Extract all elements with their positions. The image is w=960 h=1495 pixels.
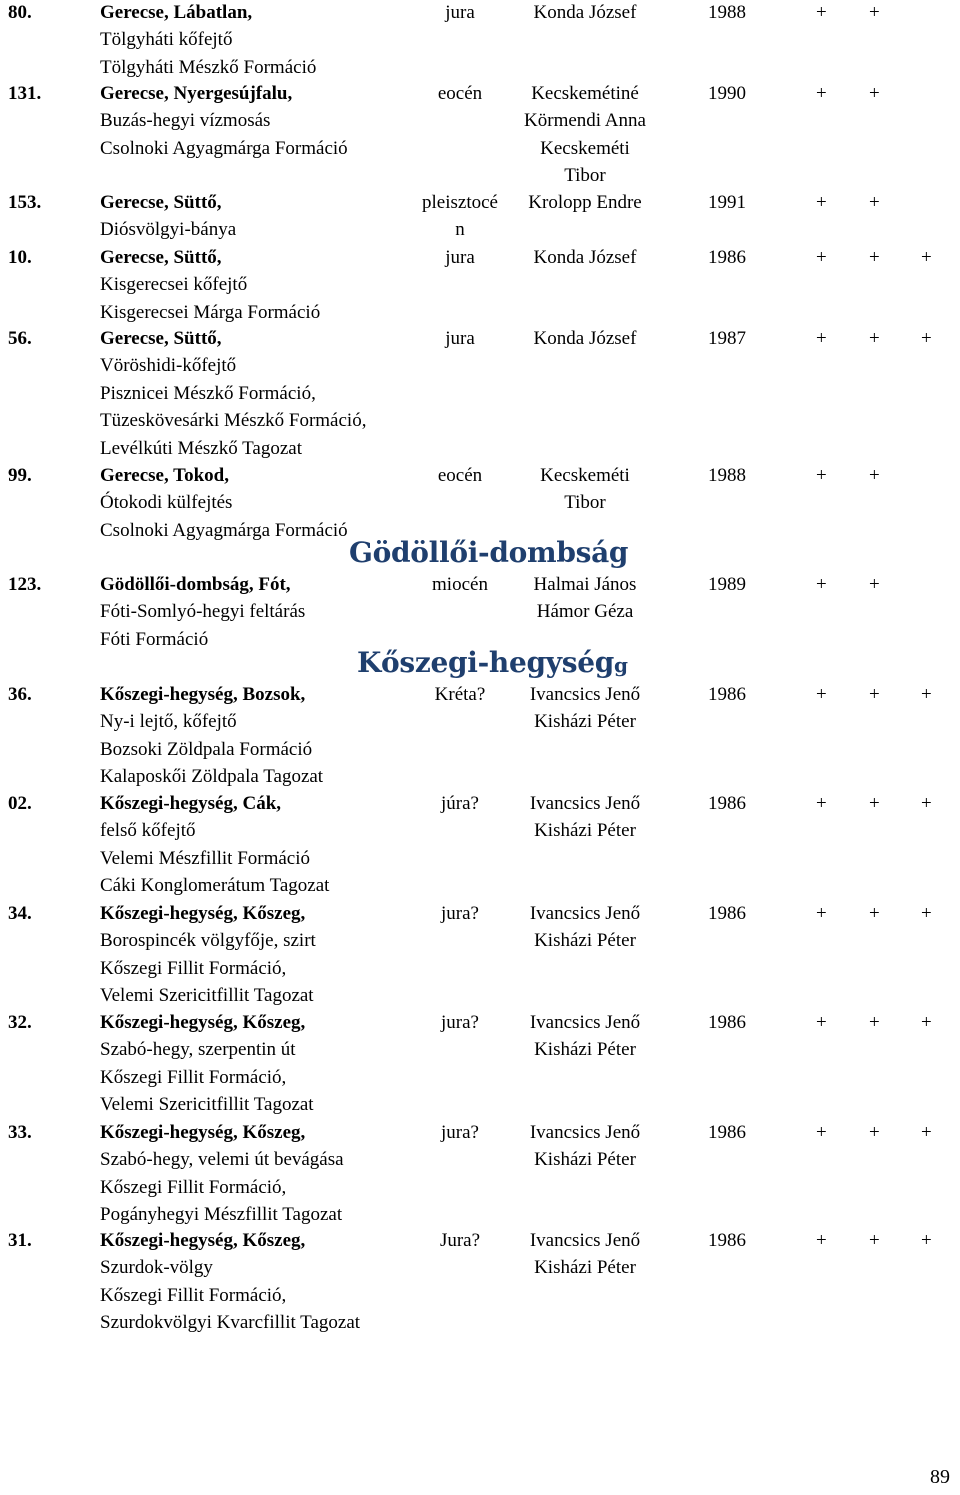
entry-age: jura? (441, 1012, 479, 1033)
entry-mark-2: + (869, 1230, 880, 1251)
entry-age: Kréta? (434, 684, 486, 705)
entry-mark-1: + (816, 83, 827, 104)
entry-year: 1986 (708, 684, 746, 705)
entry-number: 32. (8, 1012, 32, 1033)
entry-age: eocén (437, 83, 483, 104)
entry-location: Gödöllői-dombság, Fót, Fóti-Somlyó-hegyi feltárás Fóti Formáció (100, 574, 306, 650)
entry-mark-2: + (869, 1012, 880, 1033)
entry-mark-2: + (869, 903, 880, 924)
entry-location: Gerecse, Süttő, Diósvölgyi-bánya (100, 192, 237, 241)
entry-mark-2: + (869, 684, 880, 705)
entry-location: Kőszegi-hegység, Kőszeg, Szurdok-völgy Kőszegi Fillit Formáció, Szurdokvölgyi Kvarcfillit Tagozat (100, 1230, 361, 1334)
entry-number: 36. (8, 684, 32, 705)
entry-location: Gerecse, Lábatlan, Tölgyháti kőfejtő Tölgyháti Mészkő Formáció (100, 2, 317, 78)
entry-age: jura? (441, 903, 479, 924)
entry-mark-1: + (816, 2, 827, 23)
page-number: 89 (930, 1466, 950, 1488)
entry-author: Ivancsics Jenő Kisházi Péter (529, 1122, 641, 1171)
entry-year: 1986 (708, 793, 746, 814)
entry-age: miocén (432, 574, 488, 595)
entry-author: Konda József (533, 247, 637, 268)
entry-author: Kecskeméti Tibor (540, 465, 630, 514)
entry-year: 1986 (708, 247, 746, 268)
entry-mark-1: + (816, 1230, 827, 1251)
entry-mark-1: + (816, 465, 827, 486)
entry-mark-1: + (816, 192, 827, 213)
entry-location: Gerecse, Süttő, Vöröshidi-kőfejtő Pisznicei Mészkő Formáció, Tüzeskövesárki Mészkő Formáció, Levélkúti Mészkő Tagozat (100, 328, 367, 459)
entry-number: 80. (8, 2, 32, 23)
entry-author: Kecskemétiné Körmendi Anna Kecskeméti Tibor (524, 83, 646, 187)
entry-mark-1: + (816, 684, 827, 705)
entry-author: Konda József (533, 2, 637, 23)
entry-mark-2: + (869, 793, 880, 814)
entry-location: Gerecse, Süttő, Kisgerecsei kőfejtő Kisgerecsei Márga Formáció (100, 247, 321, 323)
entry-mark-3: + (921, 903, 932, 924)
entry-mark-1: + (816, 328, 827, 349)
entry-year: 1989 (708, 574, 746, 595)
entry-number: 131. (8, 83, 42, 104)
entry-age: jura (445, 247, 475, 268)
entry-author: Halmai János Hámor Géza (533, 574, 637, 623)
entry-age: júra? (441, 793, 479, 814)
entry-mark-1: + (816, 1122, 827, 1143)
entry-mark-2: + (869, 328, 880, 349)
entry-mark-2: + (869, 465, 880, 486)
entry-mark-2: + (869, 574, 880, 595)
entry-mark-3: + (921, 247, 932, 268)
entry-mark-2: + (869, 83, 880, 104)
entry-year: 1988 (708, 465, 746, 486)
entry-author: Ivancsics Jenő Kisházi Péter (529, 1230, 641, 1279)
entry-author: Ivancsics Jenő Kisházi Péter (529, 684, 641, 733)
entry-year: 1991 (708, 192, 746, 213)
entry-mark-3: + (921, 1012, 932, 1033)
entry-mark-3: + (921, 1122, 932, 1143)
entry-number: 31. (8, 1230, 32, 1251)
entry-year: 1987 (708, 328, 746, 349)
entry-mark-2: + (869, 2, 880, 23)
entry-mark-2: + (869, 247, 880, 268)
entry-year: 1986 (708, 903, 746, 924)
section-heading-godollo: Gödöllői-dombság (349, 536, 629, 569)
entry-mark-1: + (816, 574, 827, 595)
entry-author: Ivancsics Jenő Kisházi Péter (529, 903, 641, 952)
entry-location: Kőszegi-hegység, Bozsok, Ny-i lejtő, kőfejtő Bozsoki Zöldpala Formáció Kalaposkői Zöldpala Tagozat (100, 684, 324, 788)
entry-author: Ivancsics Jenő Kisházi Péter (529, 1012, 641, 1061)
entry-location: Kőszegi-hegység, Kőszeg, Borospincék völgyfője, szirt Kőszegi Fillit Formáció, Velemi Szericitfillit Tagozat (100, 903, 316, 1007)
entry-author: Krolopp Endre (528, 192, 642, 213)
section-heading-koszeg: Kőszegi-hegységg (357, 646, 628, 679)
entry-number: 153. (8, 192, 42, 213)
entry-number: 34. (8, 903, 32, 924)
entry-mark-1: + (816, 1012, 827, 1033)
entry-number: 02. (8, 793, 32, 814)
entry-mark-3: + (921, 1230, 932, 1251)
entry-mark-3: + (921, 684, 932, 705)
entry-number: 99. (8, 465, 32, 486)
entry-year: 1986 (708, 1230, 746, 1251)
entry-age: Jura? (439, 1230, 481, 1251)
entry-number: 33. (8, 1122, 32, 1143)
entry-year: 1990 (708, 83, 746, 104)
entry-number: 10. (8, 247, 32, 268)
entry-location: Gerecse, Nyergesújfalu, Buzás-hegyi vízmosás Csolnoki Agyagmárga Formáció (100, 83, 348, 159)
entry-age: jura? (441, 1122, 479, 1143)
entry-year: 1986 (708, 1122, 746, 1143)
entry-mark-2: + (869, 1122, 880, 1143)
entry-age: eocén (437, 465, 483, 486)
entry-number: 56. (8, 328, 32, 349)
entry-age: pleisztocé n (422, 192, 498, 241)
entry-author: Ivancsics Jenő Kisházi Péter (529, 793, 641, 842)
entry-mark-1: + (816, 793, 827, 814)
entry-location: Kőszegi-hegység, Kőszeg, Szabó-hegy, velemi út bevágása Kőszegi Fillit Formáció, Pogányhegyi Mészfillit Tagozat (100, 1122, 344, 1226)
entry-year: 1988 (708, 2, 746, 23)
entry-number: 123. (8, 574, 42, 595)
entry-age: jura (445, 2, 475, 23)
entry-location: Gerecse, Tokod, Ótokodi külfejtés Csolnoki Agyagmárga Formáció (100, 465, 348, 541)
entry-author: Konda József (533, 328, 637, 349)
entry-location: Kőszegi-hegység, Kőszeg, Szabó-hegy, szerpentin út Kőszegi Fillit Formáció, Velemi Szericitfillit Tagozat (100, 1012, 314, 1116)
entry-mark-3: + (921, 793, 932, 814)
entry-mark-1: + (816, 247, 827, 268)
entry-age: jura (445, 328, 475, 349)
entry-location: Kőszegi-hegység, Cák, felső kőfejtő Velemi Mészfillit Formáció Cáki Konglomerátum Tagozat (100, 793, 330, 897)
entry-mark-3: + (921, 328, 932, 349)
entry-mark-2: + (869, 192, 880, 213)
entry-year: 1986 (708, 1012, 746, 1033)
entry-mark-1: + (816, 903, 827, 924)
